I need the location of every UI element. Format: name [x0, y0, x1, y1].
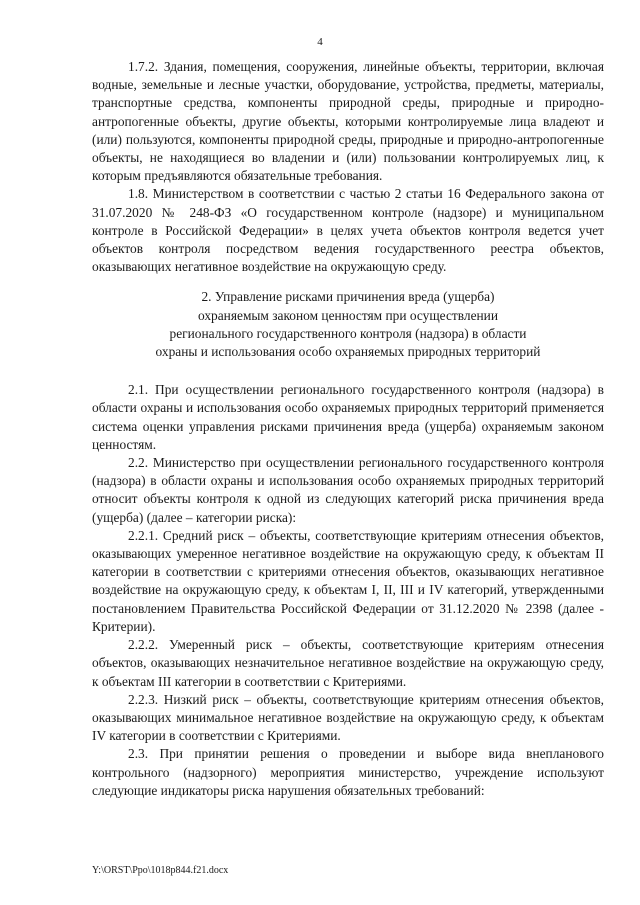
section-heading-line: охраняемым законом ценностям при осуществлении	[197, 307, 499, 323]
paragraph-2-1: 2.1. При осуществлении регионального государственного контроля (надзора) в области охраны и использования особо охраняемых природных территорий применяется система оценки управления рисками причинения вреда (ущерба) охраняемым законом ценностям.	[92, 382, 604, 452]
paragraph-2-2-1: 2.2.1. Средний риск – объекты, соответствующие критериям отнесения объектов, оказывающих умеренное негативное воздействие на окружающую среду, к объектам II категории в соответствии с критериями отнесения объектов, оказывающих негативное воздействие на окружающую среду, к объектам I, II, III и IV категорий, утвержденными постановлением Правительства Российской Федерации от 31.12.2020 № 2398 (далее - Критерии).	[92, 527, 604, 634]
paragraph-2-2-3: 2.2.3. Низкий риск – объекты, соответствующие критериям отнесения объектов, оказывающих минимальное негативное воздействие на окружающую среду, к объектам IV категории в соответствии с Критериями.	[92, 691, 604, 744]
section-2-heading	[92, 288, 604, 361]
paragraph-2-2: 2.2. Министерство при осуществлении регионального государственного контроля (надзора) в области охраны и использования особо охраняемых природных территорий относит объекты контроля к одной из следующих категорий риска причинения вреда (ущерба) (далее – категории риска):	[92, 455, 604, 525]
section-heading-line: охраны и использования особо охраняемых природных территорий	[155, 344, 541, 360]
paragraph-2-3: 2.3. При принятии решения о проведении и выборе вида внепланового контрольного (надзорного) мероприятия министерство, учреждение используют следующие индикаторы риска нарушения обязательных требований:	[92, 746, 604, 798]
paragraph-1-8: 1.8. Министерством в соответствии с частью 2 статьи 16 Федерального закона от 31.07.2020 № 248-ФЗ «О государственном контроле (надзоре) и муниципальном контроле в Российской Федерации» в целях учета объектов контроля ведется учет объектов контроля посредством ведения государственного реестра объектов, оказывающих негативное воздействие на окружающую среду.	[92, 186, 604, 275]
page-number: 4	[317, 36, 323, 48]
footer-file-path: Y:\ORST\Ppo\1018p844.f21.docx	[92, 865, 229, 876]
section-heading-line: регионального государственного контроля (надзора) в области	[169, 325, 527, 341]
paragraph-1-7-2: 1.7.2. Здания, помещения, сооружения, линейные объекты, территории, включая водные, земельные и лесные участки, оборудование, устройства, предметы, материалы, транспортные средства, компоненты природной среды, природные и природно-антропогенные объекты, другие объекты, которыми контролируемые лица владеют и (или) пользуются, компоненты природной среды, природные и природно-антропогенные объекты, не находящиеся во владении и (или) пользовании контролируемых лиц, к которым предъявляются обязательные требования.	[92, 59, 604, 184]
section-heading-line: 2. Управление рисками причинения вреда (ущерба)	[201, 289, 495, 305]
paragraph-2-2-2: 2.2.2. Умеренный риск – объекты, соответствующие критериям отнесения объектов, оказывающих незначительное негативное воздействие на окружающую среду, к объектам III категории в соответствии с Критериями.	[92, 637, 604, 689]
document-body	[92, 58, 604, 800]
